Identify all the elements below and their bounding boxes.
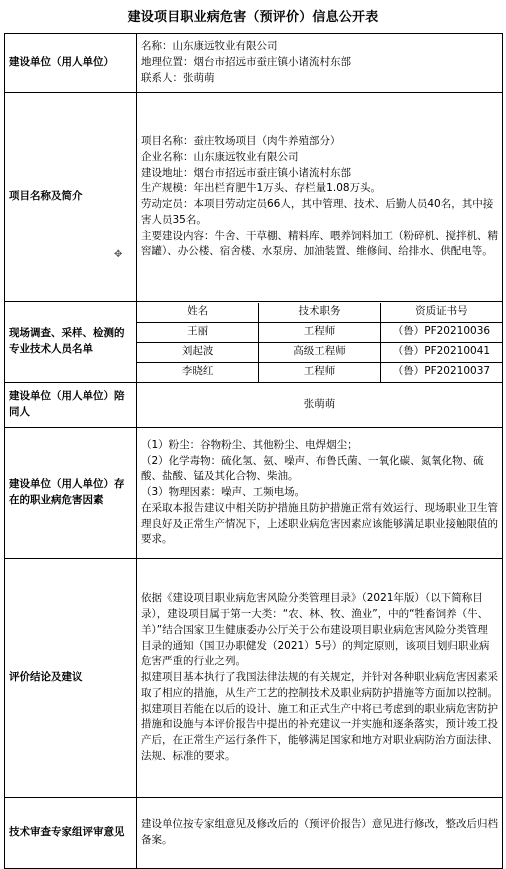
employer-location: 地理位置：烟台市招远市蚕庄镇小诸流村东部 (141, 56, 351, 69)
staff-cert: （鲁）PF20210037 (380, 362, 502, 382)
staff-name: 李晓红 (137, 362, 259, 382)
label-escort: 建设单位（用人单位）陪同人 (5, 383, 137, 428)
hazard-dust: （1）粉尘：谷物粉尘、其他粉尘、电焊烟尘； (141, 438, 358, 451)
table-row (137, 342, 502, 362)
staff-title: 工程师 (259, 362, 381, 382)
staff-title: 高级工程师 (259, 342, 381, 362)
staff-header-cert: 资质证书号 (380, 303, 502, 323)
conclusion-classification: 依据《建设项目职业病危害风险分类管理目录》（2021年版）（以下简称目录），建设项目属于第一大类：“农、林、牧、渔业”，中的“牲畜饲养（牛、羊）”结合国家卫生健康委办公厅关于公布建设项目职业病危害风险分类管理目录的通知（国卫办职健发（2021）5号）的判定原则，该项目划归职业病危害严重的行业之列。 (141, 592, 490, 668)
staff-name: 王丽 (137, 322, 259, 342)
project-construction: 主要建设内容：牛舍、干草棚、精料库、喂养饲料加工（粉碎机、搅拌机、精窖罐）、办公楼、宿舍楼、水泵房、加油装置、维修间、给排水、供配电等。 (141, 229, 498, 258)
hazard-chemical: （2）化学毒物：硫化氢、氨、噪声、布鲁氏菌、一氧化碳、氮氧化物、硫酸、盐酸、锰及其化合物、柴油。 (141, 454, 484, 483)
hazard-summary: 在采取本报告建议中相关防护措施且防护措施正常有效运行、现场职业卫生管理良好及正常生产情况下，上述职业病危害因素应该能够满足职业接触限值的要求。 (141, 501, 498, 546)
label-conclusion: 评价结论及建议 (5, 559, 137, 798)
escort-name: 张萌萌 (303, 398, 336, 411)
employer-contact: 联系人：张萌萌 (141, 71, 215, 84)
content-project[interactable] (137, 93, 503, 302)
hazard-physical: （3）物理因素：噪声、工频电场。 (141, 486, 306, 499)
row-hazards (5, 428, 503, 559)
content-review[interactable] (137, 798, 503, 869)
row-review (5, 798, 503, 869)
conclusion-recommendation: 拟建项目基本执行了我国法律法规的有关规定，并针对各种职业病危害因素采取了相应的措施，从生产工艺的控制技术及职业病防护措施等方面加以控制。拟建项目若能在以后的设计、施工和正式生产中将已考虑到的职业病危害防护措施和设施与本评价报告中提出的补充建议一并实施和逐条落实，预计竣工投产后，在正常生产运行条件下，能够满足国家和地方对职业病防治方面法律、法规、标准的要求。 (141, 671, 498, 762)
staff-table (137, 303, 502, 382)
content-escort[interactable] (137, 383, 503, 428)
staff-header-title: 技术职务 (259, 303, 381, 323)
page-title: 建设项目职业病危害（预评价）信息公开表 (127, 10, 379, 25)
project-company: 企业名称：山东康远牧业有限公司 (141, 150, 299, 163)
staff-title: 工程师 (259, 322, 381, 342)
review-opinion: 建设单位按专家组意见及修改后的（预评价报告）意见进行修改，整改后归档备案。 (141, 818, 498, 846)
staff-header-name: 姓名 (137, 303, 259, 323)
label-hazards: 建设单位（用人单位）存在的职业病危害因素 (5, 428, 137, 559)
label-project: 项目名称及简介 (5, 93, 137, 302)
row-conclusion (5, 559, 503, 798)
staff-name: 刘起波 (137, 342, 259, 362)
label-review: 技术审查专家组评审意见 (5, 798, 137, 869)
table-row (137, 362, 502, 382)
info-table (4, 33, 503, 869)
row-employer (5, 34, 503, 93)
staff-cert: （鲁）PF20210041 (380, 342, 502, 362)
project-name: 项目名称：蚕庄牧场项目（肉牛养殖部分） (141, 135, 341, 147)
content-conclusion[interactable] (137, 559, 503, 798)
staff-cert: （鲁）PF20210036 (380, 322, 502, 342)
table-move-handle-icon[interactable]: ✥ (114, 249, 123, 260)
content-employer[interactable] (137, 34, 503, 93)
staff-header-row (137, 303, 502, 323)
row-project (5, 93, 503, 302)
employer-name: 名称：山东康远牧业有限公司 (141, 40, 278, 53)
row-escort (5, 383, 503, 428)
label-staff: 现场调查、采样、检测的专业技术人员名单 (5, 302, 137, 383)
content-hazards[interactable] (137, 428, 503, 559)
content-staff (137, 302, 503, 383)
project-scale: 生产规模：年出栏育肥牛1万头、存栏量1.08万头。 (141, 182, 382, 195)
table-row (137, 322, 502, 342)
project-address: 建设地址：烟台市招远市蚕庄镇小诸流村东部 (141, 166, 351, 179)
project-staffing: 劳动定员：本项目劳动定员66人，其中管理、技术、后勤人员40名，其中接害人员35名。 (141, 198, 494, 226)
row-staff (5, 302, 503, 383)
label-employer: 建设单位（用人单位） (5, 34, 137, 93)
